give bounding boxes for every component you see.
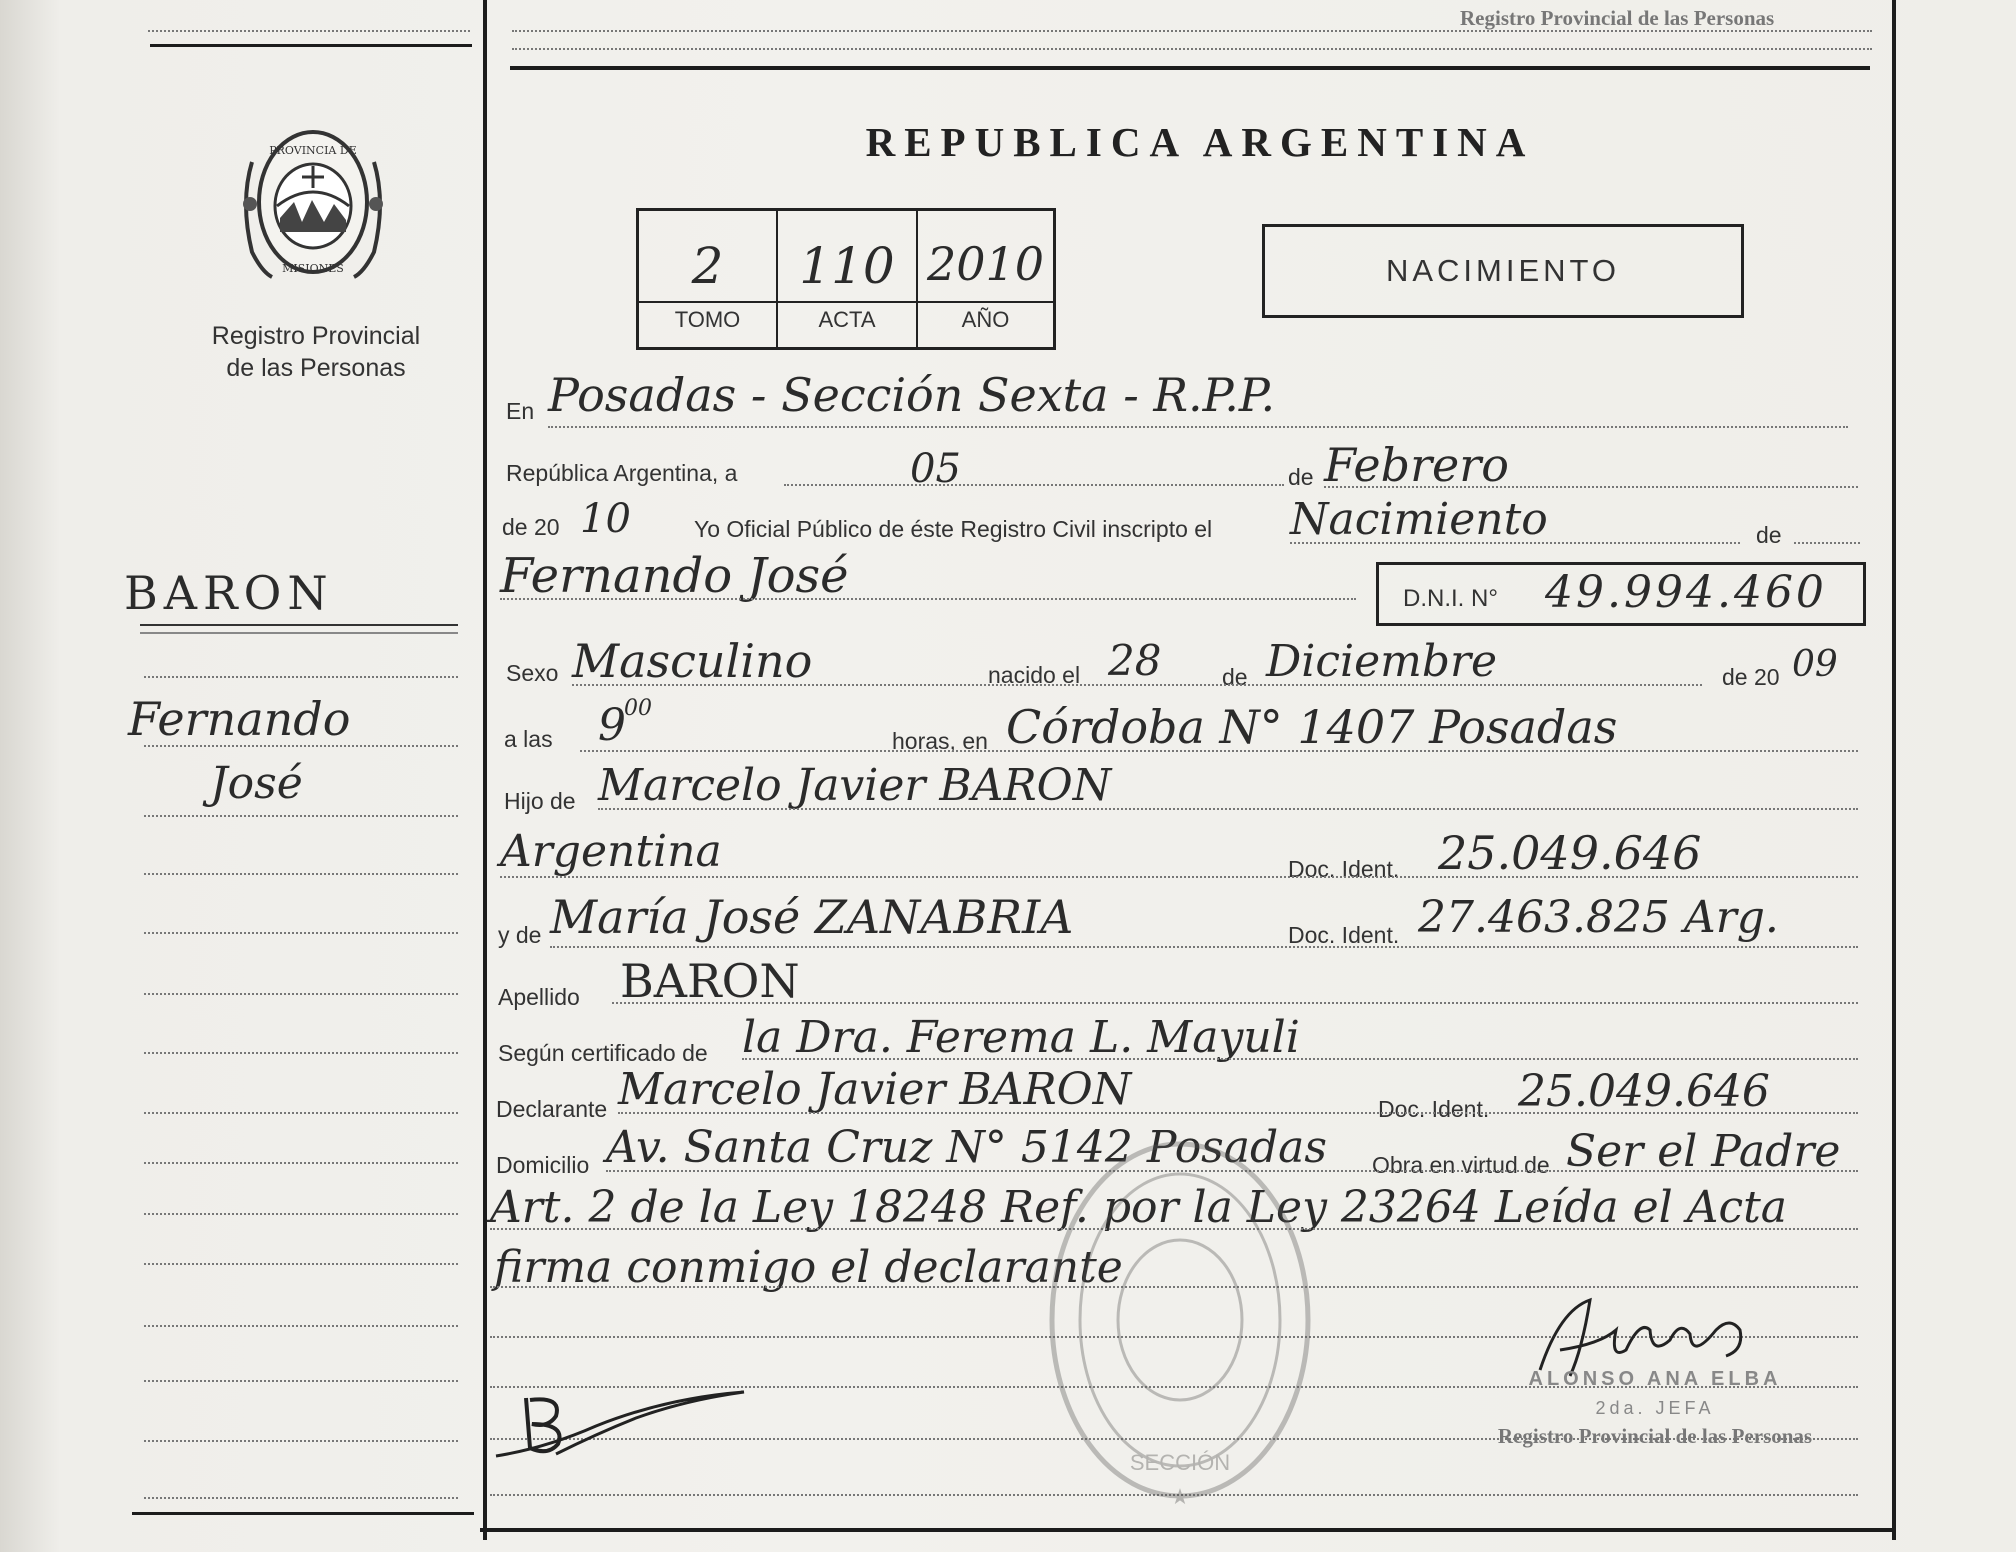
label-obra: Obra en virtud de [1372,1152,1550,1178]
page-right-edge [1892,0,1896,1540]
label-de-month: de [1288,464,1314,490]
label-en: En [506,398,535,424]
declarant-signature-icon [486,1378,756,1468]
label-certificado: Según certificado de [498,1040,708,1066]
value-month: Febrero [1324,438,1509,492]
value-day: 05 [910,446,961,492]
label-declarante: Declarante [496,1096,608,1122]
registry-name-line1: Registro Provincial [211,322,421,350]
label-doc-declarante: Doc. Ident. [1378,1096,1490,1122]
label-oficial: Yo Oficial Público de éste Registro Civil inscripto el [694,516,1213,542]
value-birth-year: 09 [1792,644,1838,685]
value-mother: María José ZANABRIA [550,890,1074,944]
record-type: NACIMIENTO [1385,253,1621,288]
official-title: 2da. JEFA [1595,1398,1715,1418]
value-name: Fernando José [500,548,849,604]
anio-value: 2010 [926,237,1045,291]
anio-label: AÑO [961,307,1010,332]
official-registry: Registro Provincial de las Personas [1497,1424,1813,1448]
value-mother-doc: 27.463.825 Arg. [1418,892,1779,943]
label-sexo: Sexo [506,660,559,686]
value-year: 10 [580,496,631,542]
margin-first-name: Fernando [128,692,351,746]
label-hijo: Hijo de [504,788,576,814]
value-birth-month: Diciembre [1266,636,1498,687]
value-certificado: la Dra. Ferema L. Mayuli [742,1012,1300,1063]
value-father: Marcelo Javier BARON [598,760,1112,811]
dni-box [1376,562,1866,626]
label-nacido: nacido el [988,662,1081,688]
svg-text:★: ★ [1170,1484,1190,1509]
dni-value: 49.994.460 [1545,567,1827,618]
svg-text:PROVINCIA DE: PROVINCIA DE [269,144,357,157]
value-inscripto: Nacimiento [1290,494,1548,545]
value-hora: 9 [598,700,626,751]
value-apellido: BARON [620,954,800,1008]
label-apellido: Apellido [498,984,580,1010]
label-year-prefix: de 20 [502,514,560,540]
value-observaciones-2: firma conmigo el declarante [494,1242,1123,1293]
official-round-stamp [1040,1130,1320,1510]
value-father-doc: 25.049.646 [1438,826,1702,880]
label-hora: a las [504,726,553,752]
value-birth-day: 28 [1108,636,1162,685]
svg-text:MISIONES: MISIONES [282,262,344,275]
official-name: ALONSO ANA ELBA [1528,1368,1782,1390]
registry-name-line2: de las Personas [226,354,406,382]
label-doc-mother: Doc. Ident. [1288,922,1400,948]
label-y-de: y de [498,922,542,948]
record-box [636,208,1056,350]
value-obra: Ser el Padre [1566,1126,1841,1177]
registry-stamp-top: Registro Provincial de las Personas [1460,6,1775,30]
margin-surname: BARON [124,566,334,620]
value-en: Posadas - Sección Sexta - R.P.P. [548,368,1276,422]
value-observaciones-1: Art. 2 de la Ley 18248 Ref. por la Ley 23264 Leída el Acta [490,1182,1788,1233]
label-birth-de: de [1222,664,1248,690]
misiones-seal-logo [232,122,394,294]
acta-label: ACTA [818,307,876,332]
label-domicilio: Domicilio [496,1152,590,1178]
value-declarante: Marcelo Javier BARON [618,1064,1132,1115]
label-horas-en: horas, en [892,728,988,754]
record-type-box [1262,224,1744,318]
acta-value: 110 [799,237,895,295]
value-father-nationality: Argentina [500,826,722,877]
column-divider [483,0,487,1540]
tomo-value: 2 [691,237,724,295]
label-birth-year: de 20 [1722,664,1780,690]
margin-second-name: José [210,758,303,809]
label-doc-father: Doc. Ident. [1288,856,1400,882]
value-sexo: Masculino [572,634,813,688]
dni-label: D.N.I. N° [1403,585,1498,612]
label-republica: República Argentina, a [506,460,738,486]
country-title: REPUBLICA ARGENTINA [865,119,1535,165]
label-de-inscripto: de [1756,522,1782,548]
value-domicilio: Av. Santa Cruz N° 5142 Posadas [606,1122,1327,1173]
tomo-label: TOMO [674,307,741,332]
svg-text:SECCIÓN: SECCIÓN [1129,1450,1231,1475]
value-place: Córdoba N° 1407 Posadas [1006,700,1618,754]
value-hora-sup: 00 [624,696,652,721]
value-declarante-doc: 25.049.646 [1518,1066,1770,1117]
